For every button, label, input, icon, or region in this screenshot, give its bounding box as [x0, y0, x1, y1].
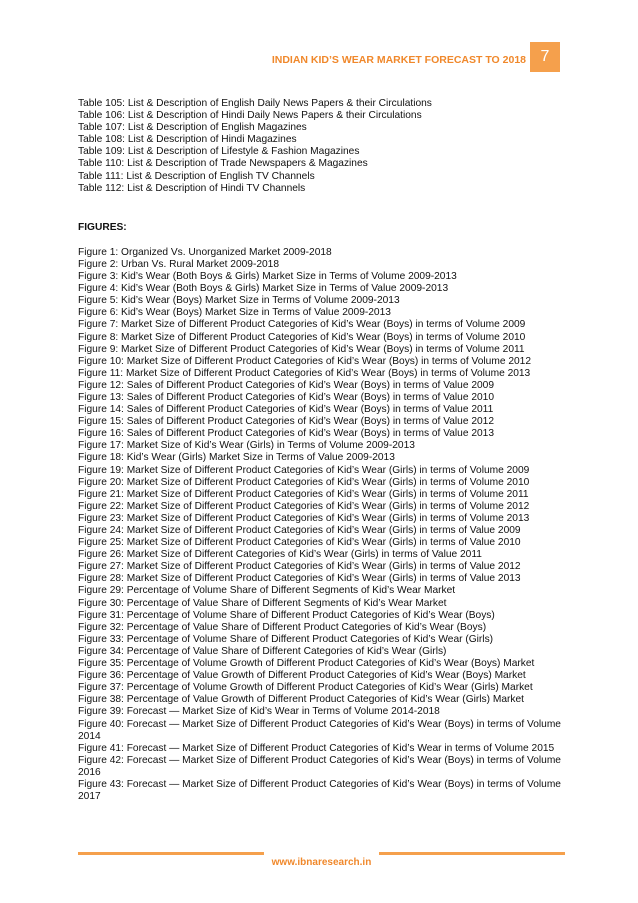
figure-entry: Figure 27: Market Size of Different Product Categories of Kid’s Wear (Girls) in terms of Value 2012 — [78, 561, 521, 573]
page-header-title: INDIAN KID’S WEAR MARKET FORECAST TO 2018 — [271, 54, 526, 66]
figure-entry: Figure 39: Forecast — Market Size of Kid’s Wear in Terms of Volume 2014-2018 — [78, 706, 440, 718]
figure-entry: Figure 1: Organized Vs. Unorganized Market 2009-2018 — [78, 246, 332, 258]
table-entry: Table 109: List & Description of Lifestyle & Fashion Magazines — [78, 146, 360, 158]
figure-entry: Figure 5: Kid’s Wear (Boys) Market Size in Terms of Volume 2009-2013 — [78, 295, 400, 307]
figure-entry: Figure 8: Market Size of Different Product Categories of Kid’s Wear (Boys) in terms of Volume 2010 — [78, 331, 526, 343]
table-list — [78, 98, 568, 195]
page-number-badge: 7 — [530, 42, 560, 72]
figure-entry: Figure 9: Market Size of Different Product Categories of Kid’s Wear (Boys) in terms of Volume 2011 — [78, 343, 525, 355]
figures-heading: FIGURES: — [78, 221, 127, 233]
figure-entry: Figure 20: Market Size of Different Product Categories of Kid’s Wear (Girls) in terms of Volume 2010 — [78, 476, 530, 488]
figure-entry: Figure 21: Market Size of Different Product Categories of Kid’s Wear (Girls) in terms of Volume 2011 — [78, 488, 529, 500]
footer-divider-left — [78, 852, 264, 855]
figure-entry: Figure 16: Sales of Different Product Categories of Kid’s Wear (Boys) in terms of Value 2013 — [78, 428, 495, 440]
figure-entry: Figure 19: Market Size of Different Product Categories of Kid’s Wear (Girls) in terms of Volume 2009 — [78, 464, 530, 476]
figure-entry: Figure 23: Market Size of Different Product Categories of Kid’s Wear (Girls) in terms of Volume 2013 — [78, 512, 530, 524]
table-entry: Table 105: List & Description of English Daily News Papers & their Circulations — [78, 98, 432, 109]
figure-entry: Figure 13: Sales of Different Product Categories of Kid’s Wear (Boys) in terms of Value 2010 — [78, 391, 495, 403]
figure-entry: Figure 7: Market Size of Different Product Categories of Kid’s Wear (Boys) in terms of Volume 2009 — [78, 319, 526, 331]
figure-entry: Figure 34: Percentage of Value Share of Different Categories of Kid’s Wear (Girls) — [78, 645, 447, 657]
figure-entry: Figure 42: Forecast — Market Size of Different Product Categories of Kid’s Wear (Boys) in terms of Volume 2016 — [78, 754, 561, 778]
figure-entry: Figure 12: Sales of Different Product Categories of Kid’s Wear (Boys) in terms of Value 2009 — [78, 379, 495, 391]
figure-entry: Figure 41: Forecast — Market Size of Different Product Categories of Kid’s Wear in terms of Volume 2015 — [78, 742, 555, 754]
figure-entry: Figure 40: Forecast — Market Size of Different Product Categories of Kid’s Wear (Boys) in terms of Volume 2014 — [78, 718, 561, 742]
table-entry: Table 107: List & Description of English Magazines — [78, 122, 307, 134]
figure-entry: Figure 28: Market Size of Different Product Categories of Kid’s Wear (Girls) in terms of Value 2013 — [78, 573, 521, 585]
table-entry: Table 111: List & Description of English TV Channels — [78, 170, 315, 182]
figure-entry: Figure 35: Percentage of Volume Growth of Different Product Categories of Kid’s Wear (Boys) Market — [78, 658, 535, 670]
figure-entry: Figure 33: Percentage of Volume Share of Different Product Categories of Kid’s Wear (Girls) — [78, 633, 494, 645]
figure-entry: Figure 24: Market Size of Different Product Categories of Kid’s Wear (Girls) in terms of Value 2009 — [78, 525, 521, 536]
figure-entry: Figure 18: Kid’s Wear (Girls) Market Size in Terms of Value 2009-2013 — [78, 452, 395, 464]
figure-list — [78, 247, 568, 803]
figure-entry: Figure 3: Kid’s Wear (Both Boys & Girls) Market Size in Terms of Volume 2009-2013 — [78, 271, 457, 283]
document-body — [78, 98, 568, 803]
figure-entry: Figure 11: Market Size of Different Product Categories of Kid’s Wear (Boys) in terms of Volume 2013 — [78, 367, 531, 379]
figure-entry: Figure 31: Percentage of Volume Share of Different Product Categories of Kid’s Wear (Boys) — [78, 609, 495, 621]
figure-entry: Figure 37: Percentage of Volume Growth of Different Product Categories of Kid’s Wear (Girls) Market — [78, 682, 533, 694]
figure-entry: Figure 43: Forecast — Market Size of Different Product Categories of Kid’s Wear (Boys) in terms of Volume 2017 — [78, 778, 561, 803]
table-entry: Table 106: List & Description of Hindi Daily News Papers & their Circulations — [78, 110, 422, 122]
table-entry: Table 108: List & Description of Hindi Magazines — [78, 134, 297, 146]
figure-entry: Figure 25: Market Size of Different Product Categories of Kid’s Wear (Girls) in terms of Value 2010 — [78, 537, 521, 549]
footer-divider-right — [379, 852, 565, 855]
footer-url: www.ibnaresearch.in — [271, 857, 372, 868]
figure-entry: Figure 6: Kid’s Wear (Boys) Market Size in Terms of Value 2009-2013 — [78, 307, 391, 319]
table-entry: Table 112: List & Description of Hindi TV Channels — [78, 182, 306, 194]
figure-entry: Figure 26: Market Size of Different Categories of Kid’s Wear (Girls) in terms of Value 2011 — [78, 549, 482, 561]
figure-entry: Figure 14: Sales of Different Product Categories of Kid’s Wear (Boys) in terms of Value 2011 — [78, 404, 494, 416]
figure-entry: Figure 4: Kid’s Wear (Both Boys & Girls) Market Size in Terms of Value 2009-2013 — [78, 283, 449, 295]
figure-entry: Figure 36: Percentage of Value Growth of Different Product Categories of Kid’s Wear (Boys) Market — [78, 670, 526, 682]
figure-entry: Figure 17: Market Size of Kid’s Wear (Girls) in Terms of Volume 2009-2013 — [78, 440, 415, 452]
figure-entry: Figure 10: Market Size of Different Product Categories of Kid’s Wear (Boys) in terms of Volume 2012 — [78, 355, 531, 367]
figure-entry: Figure 22: Market Size of Different Product Categories of Kid’s Wear (Girls) in terms of Volume 2012 — [78, 500, 530, 512]
figure-entry: Figure 30: Percentage of Value Share of Different Segments of Kid’s Wear Market — [78, 597, 447, 609]
figure-entry: Figure 38: Percentage of Value Growth of Different Product Categories of Kid’s Wear (Girls) Market — [78, 694, 524, 706]
figure-entry: Figure 2: Urban Vs. Rural Market 2009-2018 — [78, 258, 280, 270]
table-entry: Table 110: List & Description of Trade Newspapers & Magazines — [78, 158, 368, 170]
figure-entry: Figure 15: Sales of Different Product Categories of Kid’s Wear (Boys) in terms of Value 2012 — [78, 416, 495, 428]
figure-entry: Figure 29: Percentage of Volume Share of Different Segments of Kid’s Wear Market — [78, 585, 456, 597]
figure-entry: Figure 32: Percentage of Value Share of Different Product Categories of Kid’s Wear (Boys) — [78, 621, 487, 633]
